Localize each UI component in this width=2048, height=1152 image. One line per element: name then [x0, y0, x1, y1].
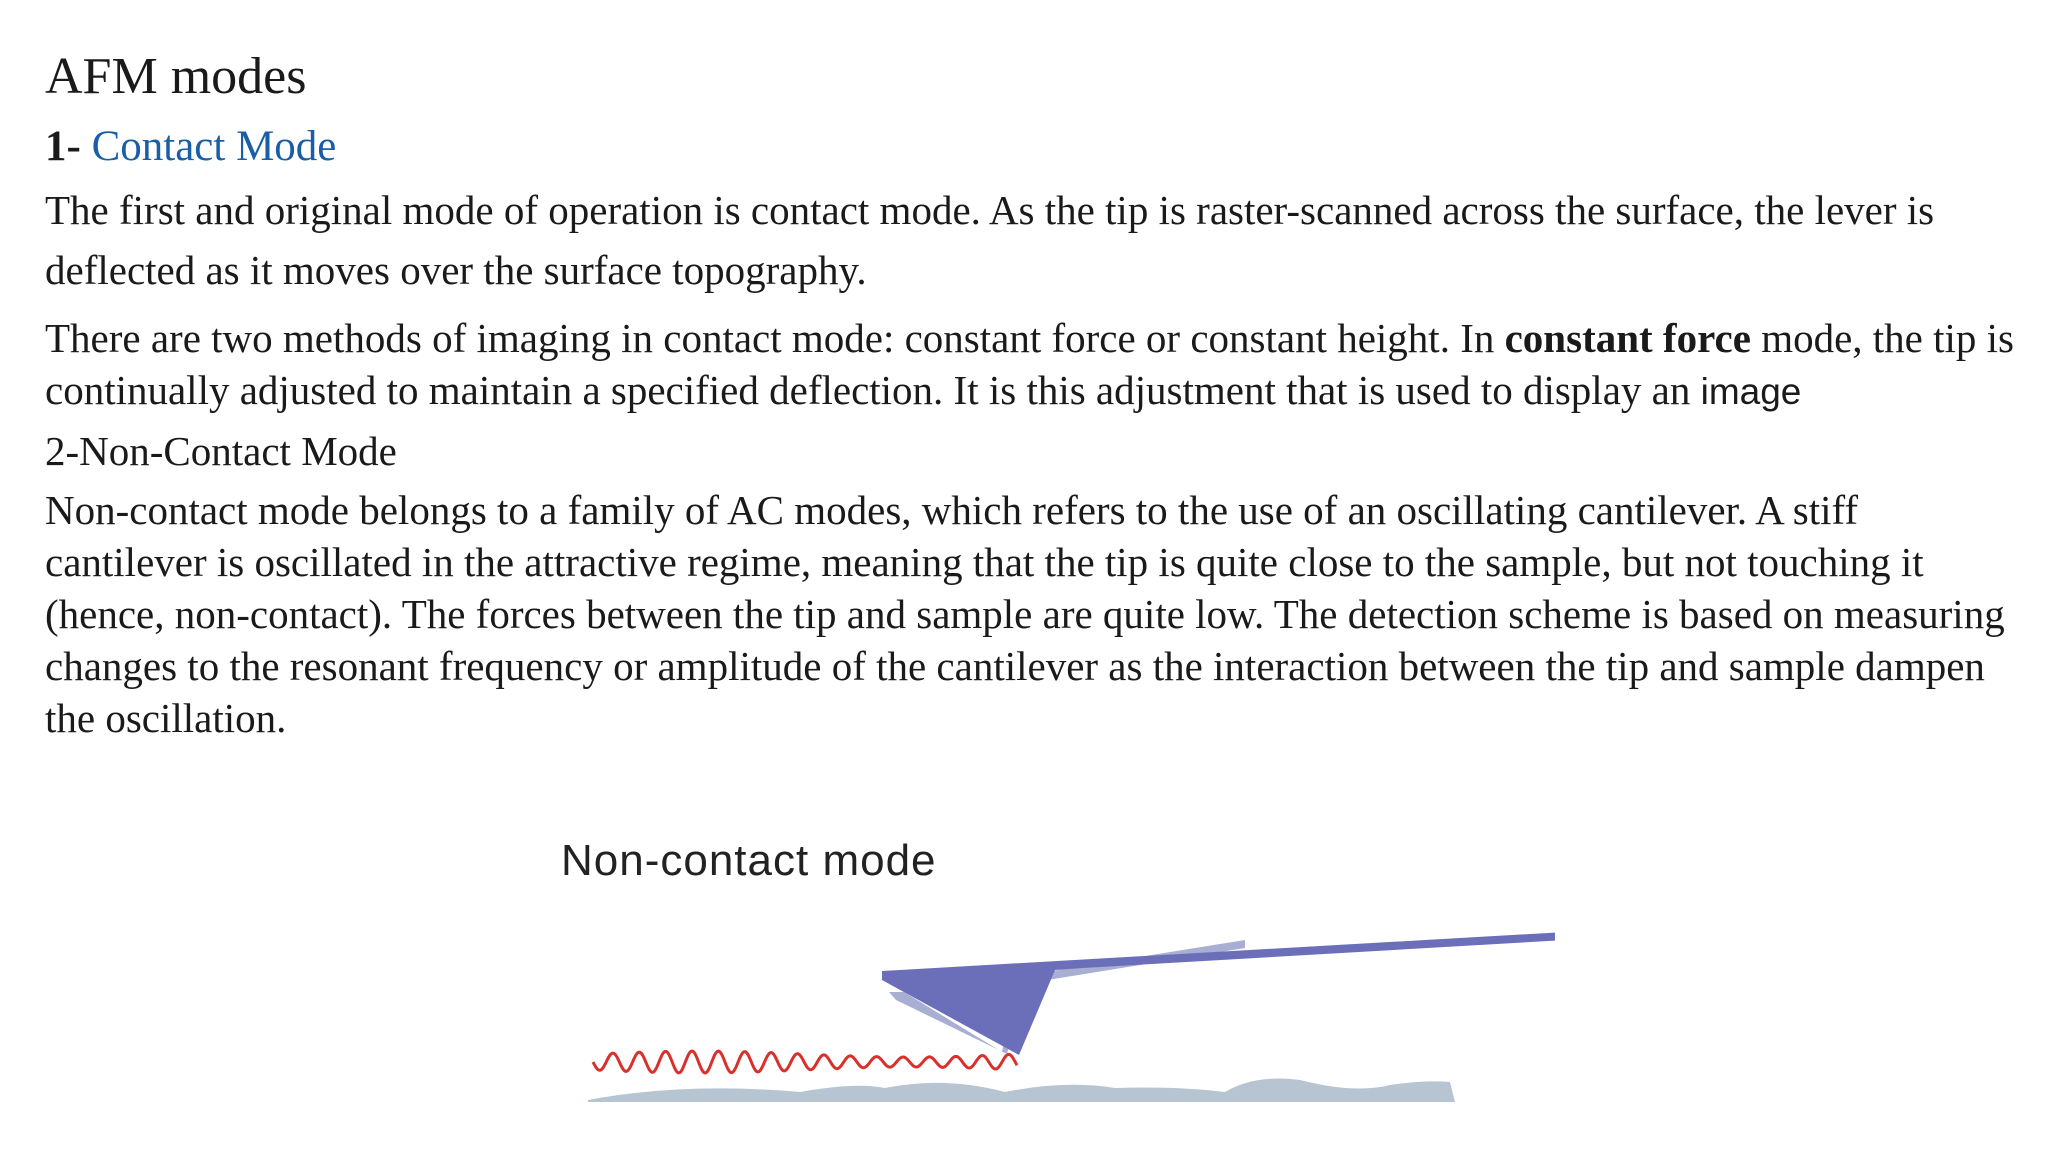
bold-term-constant-force: constant force [1504, 315, 1751, 361]
paragraph-contact-mode-methods [45, 312, 2025, 418]
section-heading-contact-mode [45, 118, 2025, 176]
contact-mode-link[interactable]: Contact Mode [91, 123, 337, 170]
paragraph-text: There are two methods of imaging in contact mode: constant force or constant height. In [45, 315, 1505, 361]
page-title: AFM modes [45, 48, 307, 105]
paragraph-text: image [1700, 371, 1802, 412]
paragraph-non-contact-mode: Non-contact mode belongs to a family of AC modes, which refers to the use of an oscillating cantilever. A stiff cantilever is oscillated in the attractive regime, meaning that the tip is quite close to the sample, but not touching it (hence, non-contact). The forces between the tip and sample are quite low. The detection scheme is based on measuring changes to the resonant frequency or amplitude of the cantilever as the interaction between the tip and sample dampen the oscillation. [45, 487, 2005, 741]
non-contact-mode-diagram [555, 830, 1555, 1120]
section-number: 1- [45, 123, 81, 170]
non-contact-mode-figure [555, 830, 1555, 1120]
sample-surface [588, 1079, 1455, 1103]
paragraph-contact-mode-intro: The first and original mode of operation is contact mode. As the tip is raster-scanned across the surface, the lever is deflected as it moves over the surface topography. [45, 187, 1935, 293]
document [45, 42, 2025, 744]
paragraph-text: mode, the tip is continually adjusted to maintain a specified deflection. It is this adjustment that is used to display an [45, 315, 2014, 413]
section-heading-non-contact-mode: 2-Non-Contact Mode [45, 428, 397, 474]
oscillation-wave [593, 1051, 1017, 1073]
figure-caption: Non-contact mode [561, 836, 937, 885]
